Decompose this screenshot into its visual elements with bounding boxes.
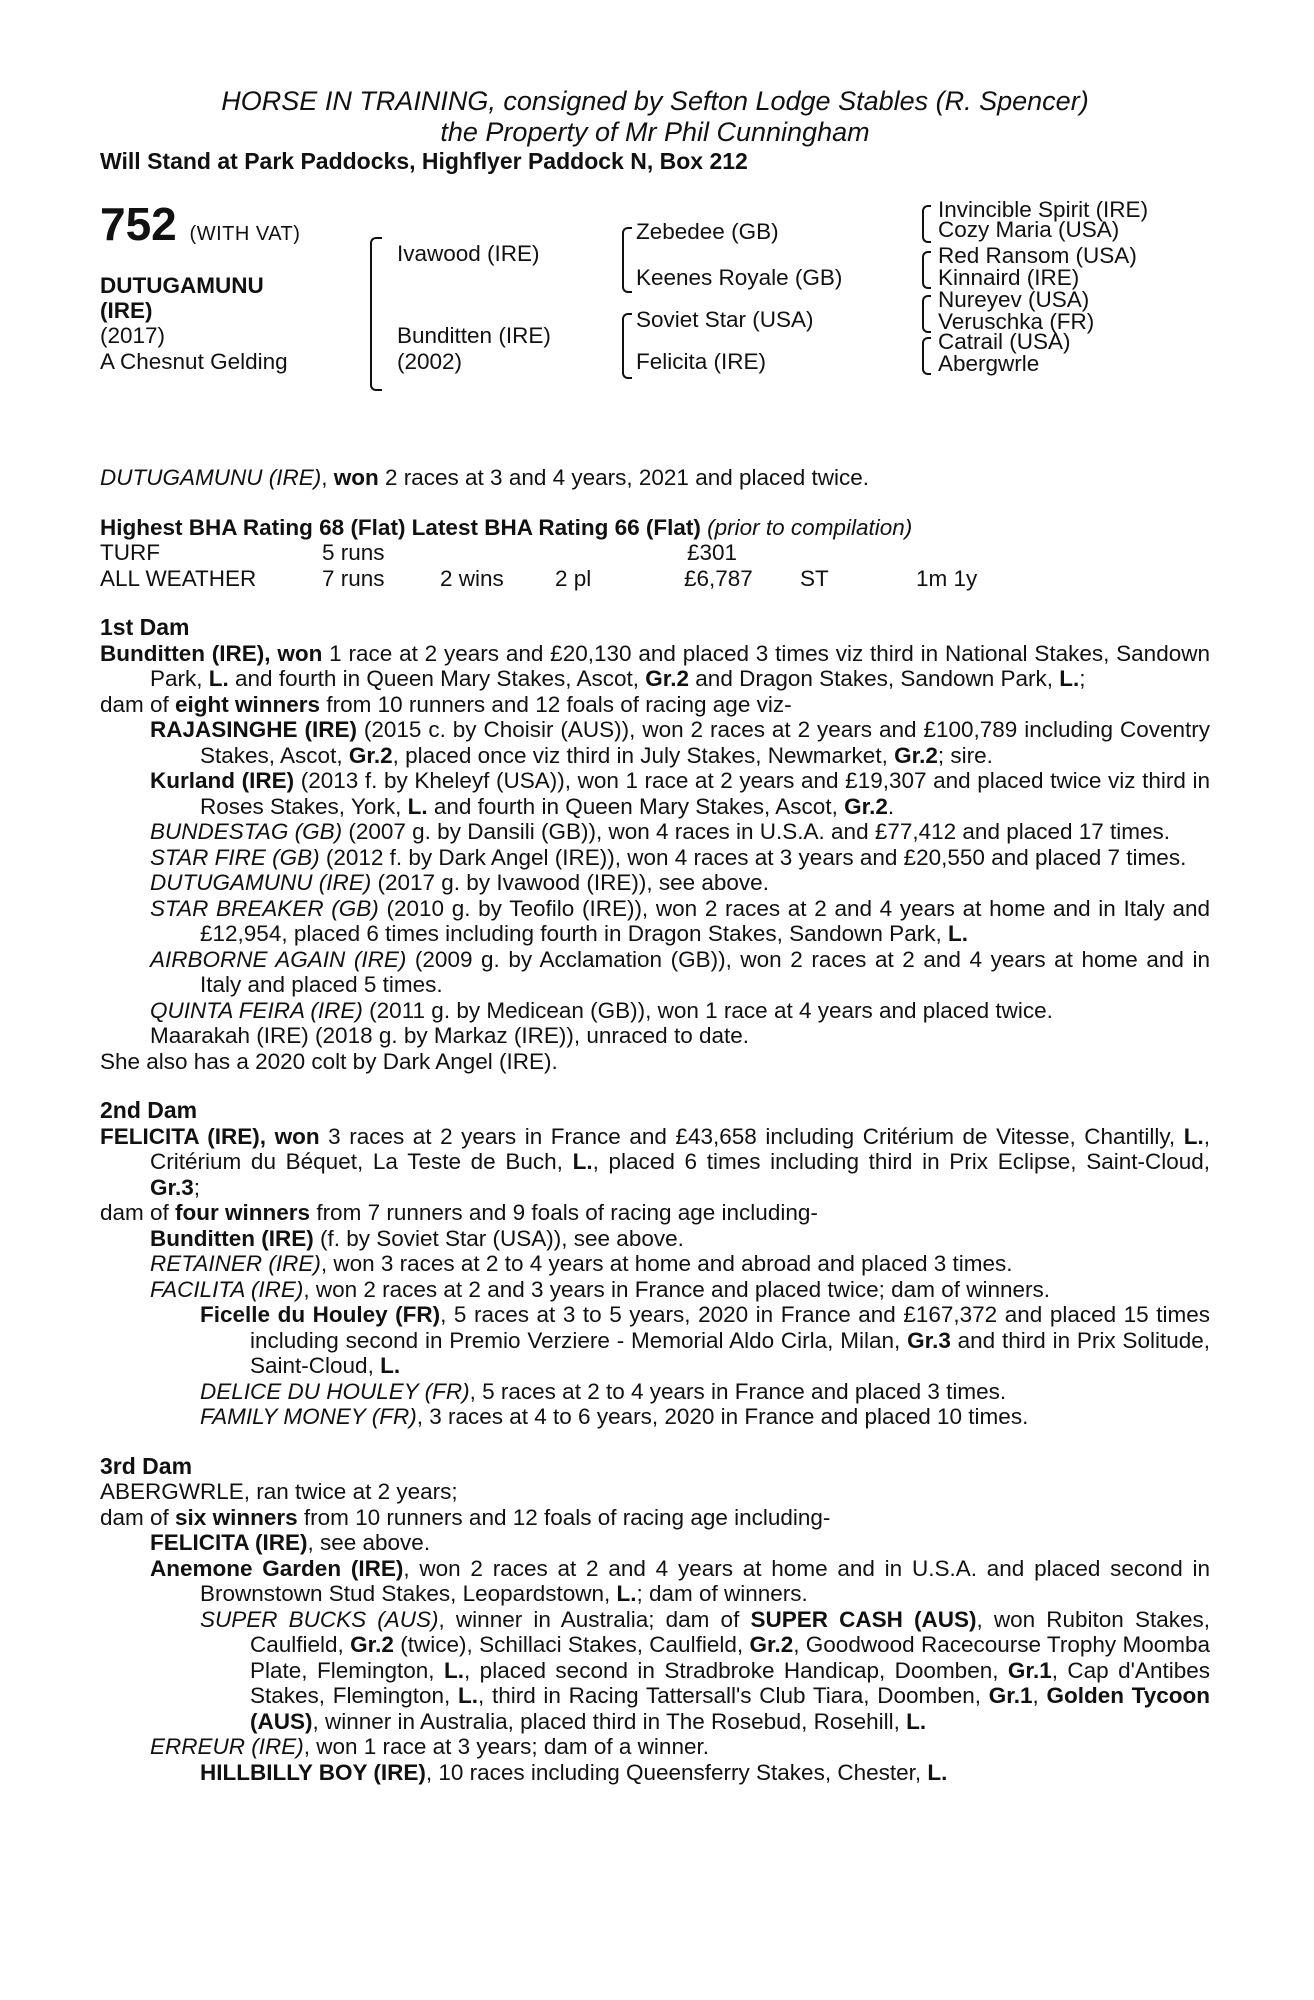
produce-entry: STAR FIRE (GB) (2012 f. by Dark Angel (IRE)), won 4 races at 3 years and £20,550 and placed 7 times. bbox=[150, 844, 1187, 870]
turf-row: TURF 5 runs £301 bbox=[100, 540, 738, 565]
all-weather-row: ALL WEATHER 7 runs 2 wins 2 pl £6,787 ST 1m 1y bbox=[100, 565, 978, 591]
dam-year: (2002) bbox=[397, 349, 463, 374]
first-dam-heading: 1st Dam bbox=[100, 614, 190, 640]
produce-entry: STAR BREAKER (GB) (2010 g. by Teofilo (IRE)), won 2 races at 2 and 4 years at home and in Italy and £12,954, placed 6 times including fourth in Dragon Stakes, Sandown Park, L. bbox=[150, 895, 1210, 946]
dam-sire: Soviet Star (USA) bbox=[636, 307, 814, 332]
horse-description: A Chesnut Gelding bbox=[100, 349, 288, 374]
catalogue-page bbox=[100, 86, 1210, 1785]
g5: Nureyev (USA) bbox=[938, 287, 1090, 312]
sire: Ivawood (IRE) bbox=[397, 241, 540, 266]
g2: Cozy Maria (USA) bbox=[938, 217, 1120, 242]
vat-note: (WITH VAT) bbox=[189, 223, 301, 245]
g6: Veruschka (FR) bbox=[938, 309, 1095, 334]
produce-entry: BUNDESTAG (GB) (2007 g. by Dansili (GB)), won 4 races in U.S.A. and £77,412 and placed 17 times. bbox=[150, 819, 1171, 844]
grandsire-bracket-2 bbox=[922, 251, 931, 289]
grandsire-bracket-1 bbox=[922, 205, 931, 243]
produce-entry: AIRBORNE AGAIN (IRE) (2009 g. by Acclamation (GB)), won 2 races at 2 and 4 years at home and in Italy and placed 5 times. bbox=[150, 946, 1210, 997]
second-dam-produce-summary: dam of four winners from 7 runners and 9 foals of racing age including- bbox=[100, 1200, 818, 1225]
produce-entry: SUPER BUCKS (AUS), winner in Australia; dam of SUPER CASH (AUS), won Rubiton Stakes, Caulfield, Gr.2 (twice), Schillaci Stakes, Caulfield, Gr.2, Goodwood Racecourse Trophy Moomba Plate, Flemington, L., placed second in Stradbroke Handicap, Doomben, Gr.1, Cap d'Antibes Stakes, Flemington, L., third in Racing Tattersall's Club Tiara, Doomben, Gr.1, Golden Tycoon (AUS), winner in Australia, placed third in The Rosebud, Rosehill, L. bbox=[200, 1606, 1210, 1734]
g3: Red Ransom (USA) bbox=[938, 243, 1137, 268]
produce-entry: QUINTA FEIRA (IRE) (2011 g. by Medicean (GB)), won 1 race at 4 years and placed twice. bbox=[150, 997, 1053, 1023]
produce-entry: DUTUGAMUNU (IRE) (2017 g. by Ivawood (IRE)), see above. bbox=[150, 870, 769, 895]
third-dam-heading: 3rd Dam bbox=[100, 1452, 193, 1479]
third-dam-produce-summary: dam of six winners from 10 runners and 12 foals of racing age including- bbox=[100, 1504, 831, 1530]
produce-entry: ERREUR (IRE), won 1 race at 3 years; dam of a winner. bbox=[150, 1734, 709, 1759]
dam-line-bracket bbox=[622, 313, 632, 379]
grandsire-bracket-3 bbox=[922, 295, 931, 333]
produce-entry: Anemone Garden (IRE), won 2 races at 2 and 4 years at home and in U.S.A. and placed second in Brownstown Stud Stakes, Leopardstown, L.; dam of winners. bbox=[150, 1555, 1210, 1606]
third-dam-record: ABERGWRLE, ran twice at 2 years; bbox=[100, 1479, 458, 1504]
horse-year: (2017) bbox=[100, 323, 166, 348]
sire-dam-bracket bbox=[370, 237, 382, 391]
produce-entry: FAMILY MONEY (FR), 3 races at 4 to 6 years, 2020 in France and placed 10 times. bbox=[200, 1404, 1029, 1429]
first-dam-section bbox=[100, 615, 1210, 1074]
produce-entry: FACILITA (IRE), won 2 races at 2 and 3 years in France and placed twice; dam of winners. bbox=[150, 1276, 1050, 1302]
race-record bbox=[100, 540, 1210, 591]
produce-entry: FELICITA (IRE), see above. bbox=[150, 1530, 431, 1555]
ratings-note: (prior to compilation) bbox=[707, 514, 913, 540]
produce-entry: Bunditten (IRE) (f. by Soviet Star (USA)), see above. bbox=[150, 1225, 684, 1251]
second-dam-section bbox=[100, 1098, 1210, 1430]
horse-name: DUTUGAMUNU bbox=[100, 273, 264, 298]
horse-country: (IRE) bbox=[100, 298, 153, 323]
g7: Catrail (USA) bbox=[938, 329, 1071, 354]
sire-line-bracket bbox=[622, 227, 632, 293]
produce-entry: RAJASINGHE (IRE) (2015 c. by Choisir (AUS)), won 2 races at 2 years and £100,789 including Coventry Stakes, Ascot, Gr.2, placed once viz third in July Stakes, Newmarket, Gr.2; sire. bbox=[150, 717, 1210, 768]
g8: Abergwrle bbox=[938, 351, 1040, 376]
first-dam-produce-summary: dam of eight winners from 10 runners and 12 foals of racing age viz- bbox=[100, 691, 792, 717]
owner-line: the Property of Mr Phil Cunningham bbox=[440, 117, 870, 147]
produce-entry: DELICE DU HOULEY (FR), 5 races at 2 to 4 years in France and placed 3 times. bbox=[200, 1378, 1007, 1404]
produce-note: She also has a 2020 colt by Dark Angel (IRE). bbox=[100, 1048, 558, 1074]
dam-dam: Felicita (IRE) bbox=[636, 349, 767, 374]
produce-entry: Ficelle du Houley (FR), 5 races at 3 to 5 years, 2020 in France and £167,372 and placed 15 times including second in Premio Verziere - Memorial Aldo Cirla, Milan, Gr.3 and third in Prix Solitude, Saint-Cloud, L. bbox=[200, 1302, 1210, 1378]
first-dam-record: Bunditten (IRE), won 1 race at 2 years and £20,130 and placed 3 times viz third in National Stakes, Sandown Park, L. and fourth in Queen Mary Stakes, Ascot, Gr.2 and Dragon Stakes, Sandown Park, L.; bbox=[100, 640, 1210, 691]
produce-entry: Maarakah (IRE) (2018 g. by Markaz (IRE)), unraced to date. bbox=[150, 1023, 749, 1048]
produce-entry: RETAINER (IRE), won 3 races at 2 to 4 years at home and abroad and placed 3 times. bbox=[150, 1251, 1013, 1276]
grandsire-bracket-4 bbox=[922, 337, 931, 375]
produce-entry: HILLBILLY BOY (IRE), 10 races including Queensferry Stakes, Chester, L. bbox=[200, 1759, 948, 1785]
sire-dam: Keenes Royale (GB) bbox=[636, 265, 843, 290]
g1: Invincible Spirit (IRE) bbox=[938, 197, 1149, 222]
second-dam-heading: 2nd Dam bbox=[100, 1097, 198, 1123]
g4: Kinnaird (IRE) bbox=[938, 265, 1080, 290]
race-summary: DUTUGAMUNU (IRE), won 2 races at 3 and 4 years, 2021 and placed twice. bbox=[100, 465, 870, 490]
sire-sire: Zebedee (GB) bbox=[636, 219, 779, 244]
consignor-line: HORSE IN TRAINING, consigned by Sefton Lodge Stables (R. Spencer) bbox=[221, 86, 1089, 116]
location-line: Will Stand at Park Paddocks, Highflyer Paddock N, Box 212 bbox=[100, 148, 748, 174]
bha-ratings: Highest BHA Rating 68 (Flat) Latest BHA Rating 66 (Flat) bbox=[100, 514, 701, 540]
dam: Bunditten (IRE) bbox=[397, 323, 551, 348]
second-dam-record: FELICITA (IRE), won 3 races at 2 years in France and £43,658 including Critérium de Vitesse, Chantilly, L., Critérium du Béquet, La Teste de Buch, L., placed 6 times including third in Prix Eclipse, Saint-Cloud, Gr.3; bbox=[100, 1123, 1211, 1200]
produce-entry: Kurland (IRE) (2013 f. by Kheleyf (USA)), won 1 race at 2 years and £19,307 and placed twice viz third in Roses Stakes, York, L. and fourth in Queen Mary Stakes, Ascot, Gr.2. bbox=[150, 768, 1210, 819]
lot-number: 752 (WITH VAT) bbox=[100, 198, 301, 250]
pedigree-block bbox=[100, 197, 1210, 447]
third-dam-section bbox=[100, 1454, 1210, 1786]
ratings-section bbox=[100, 515, 1210, 592]
